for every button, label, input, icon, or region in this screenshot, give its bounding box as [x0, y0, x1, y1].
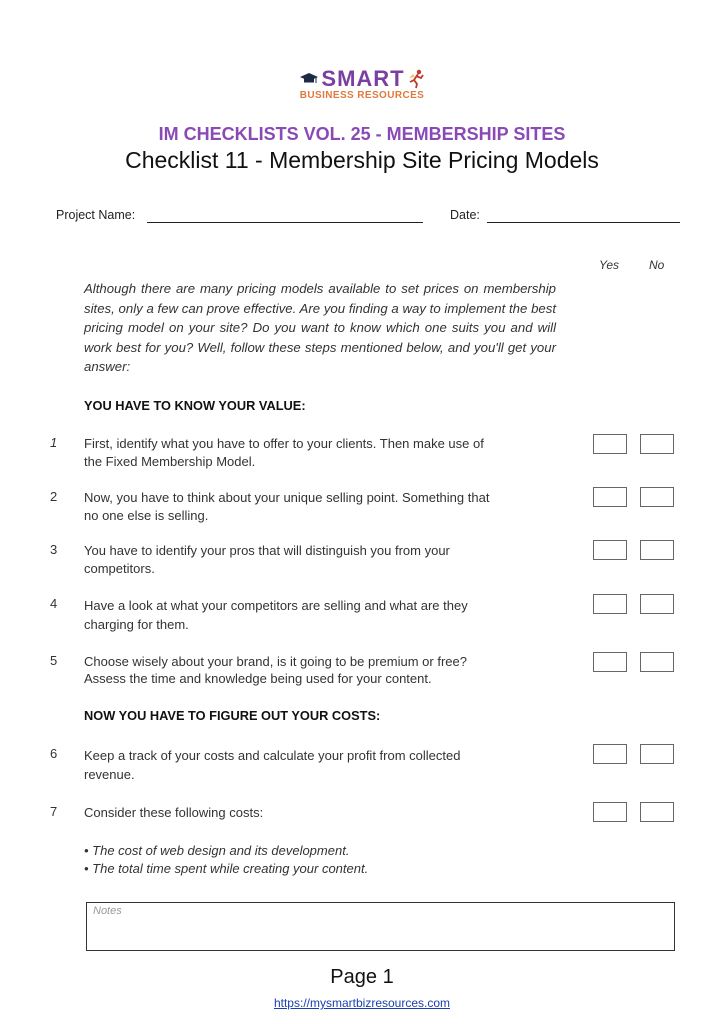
- date-field[interactable]: [487, 222, 680, 223]
- page-number: Page 1: [330, 966, 394, 988]
- graduation-cap-icon: [299, 72, 319, 86]
- checklist-item: [84, 804, 554, 822]
- bullet-item: • The cost of web design and its development.: [84, 843, 350, 858]
- item-number: 4: [50, 596, 58, 611]
- website-link[interactable]: https://mysmartbizresources.com: [273, 996, 451, 1010]
- no-checkbox[interactable]: [640, 487, 674, 507]
- no-checkbox[interactable]: [640, 434, 674, 454]
- item-text-line: You have to identify your pros that will distinguish you from your: [84, 543, 450, 558]
- notes-box[interactable]: [86, 902, 675, 951]
- checklist-item: [84, 746, 554, 784]
- brand-logo: [0, 66, 724, 101]
- series-title: IM CHECKLISTS VOL. 25 - MEMBERSHIP SITES: [158, 124, 566, 144]
- item-text-line: Now, you have to think about your unique selling point. Something that: [84, 490, 490, 505]
- runner-figure-icon: [407, 69, 425, 89]
- section-heading-value: YOU HAVE TO KNOW YOUR VALUE:: [84, 398, 306, 413]
- logo-subtitle: BUSINESS RESOURCES: [299, 90, 425, 101]
- item-text-line: First, identify what you have to offer to your clients. Then make use of: [84, 436, 484, 451]
- item-text-line: competitors.: [84, 561, 155, 576]
- item-text-line: charging for them.: [84, 617, 189, 632]
- no-checkbox[interactable]: [640, 652, 674, 672]
- yes-checkbox[interactable]: [593, 594, 627, 614]
- intro-paragraph: Although there are many pricing models available to set prices on membership sites, only a few can prove effective. Are you finding a way to implement the best pricing model on your site? Do you want to know which one suits you and will work best for you? Well, follow these steps mentioned below, and you'll get your answer:: [84, 281, 556, 374]
- item-number: 1: [50, 435, 58, 450]
- bullet-item: • The total time spent while creating your content.: [84, 861, 369, 876]
- item-text-line: Assess the time and knowledge being used for your content.: [84, 671, 432, 686]
- checklist-item: [84, 596, 554, 634]
- item-text-line: Have a look at what your competitors are selling and what are they: [84, 598, 468, 613]
- checklist-item: [84, 489, 554, 525]
- no-checkbox[interactable]: [640, 594, 674, 614]
- checklist-item: [84, 653, 554, 687]
- project-name-field[interactable]: [147, 222, 423, 223]
- cost-bullet-list: [84, 842, 368, 878]
- yes-checkbox[interactable]: [593, 652, 627, 672]
- footer-url: [0, 996, 724, 1010]
- item-text-line: Choose wisely about your brand, is it going to be premium or free?: [84, 654, 467, 669]
- yes-column-header: Yes: [599, 258, 620, 272]
- checklist-item: [84, 435, 554, 471]
- yes-checkbox[interactable]: [593, 434, 627, 454]
- checklist-title: Checklist 11 - Membership Site Pricing Models: [125, 147, 599, 173]
- yes-checkbox[interactable]: [593, 487, 627, 507]
- no-column-header: No: [649, 258, 665, 272]
- item-text-line: the Fixed Membership Model.: [84, 454, 256, 469]
- checklist-item: [84, 542, 554, 578]
- logo-word: SMART: [321, 66, 405, 91]
- notes-label: Notes: [93, 905, 122, 917]
- item-number: 6: [50, 746, 58, 761]
- date-label: Date:: [450, 208, 480, 222]
- no-checkbox[interactable]: [640, 540, 674, 560]
- item-number: 2: [50, 489, 58, 504]
- no-checkbox[interactable]: [640, 744, 674, 764]
- project-name-label: Project Name:: [56, 208, 136, 222]
- item-number: 7: [50, 804, 58, 819]
- item-number: 5: [50, 653, 58, 668]
- yes-checkbox[interactable]: [593, 540, 627, 560]
- item-text-line: revenue.: [84, 767, 135, 782]
- yes-checkbox[interactable]: [593, 744, 627, 764]
- item-text-line: no one else is selling.: [84, 508, 209, 523]
- item-text-line: Keep a track of your costs and calculate your profit from collected: [84, 748, 461, 763]
- no-checkbox[interactable]: [640, 802, 674, 822]
- item-number: 3: [50, 542, 58, 557]
- yes-checkbox[interactable]: [593, 802, 627, 822]
- item-text-line: Consider these following costs:: [84, 805, 264, 820]
- section-heading-costs: NOW YOU HAVE TO FIGURE OUT YOUR COSTS:: [84, 708, 381, 723]
